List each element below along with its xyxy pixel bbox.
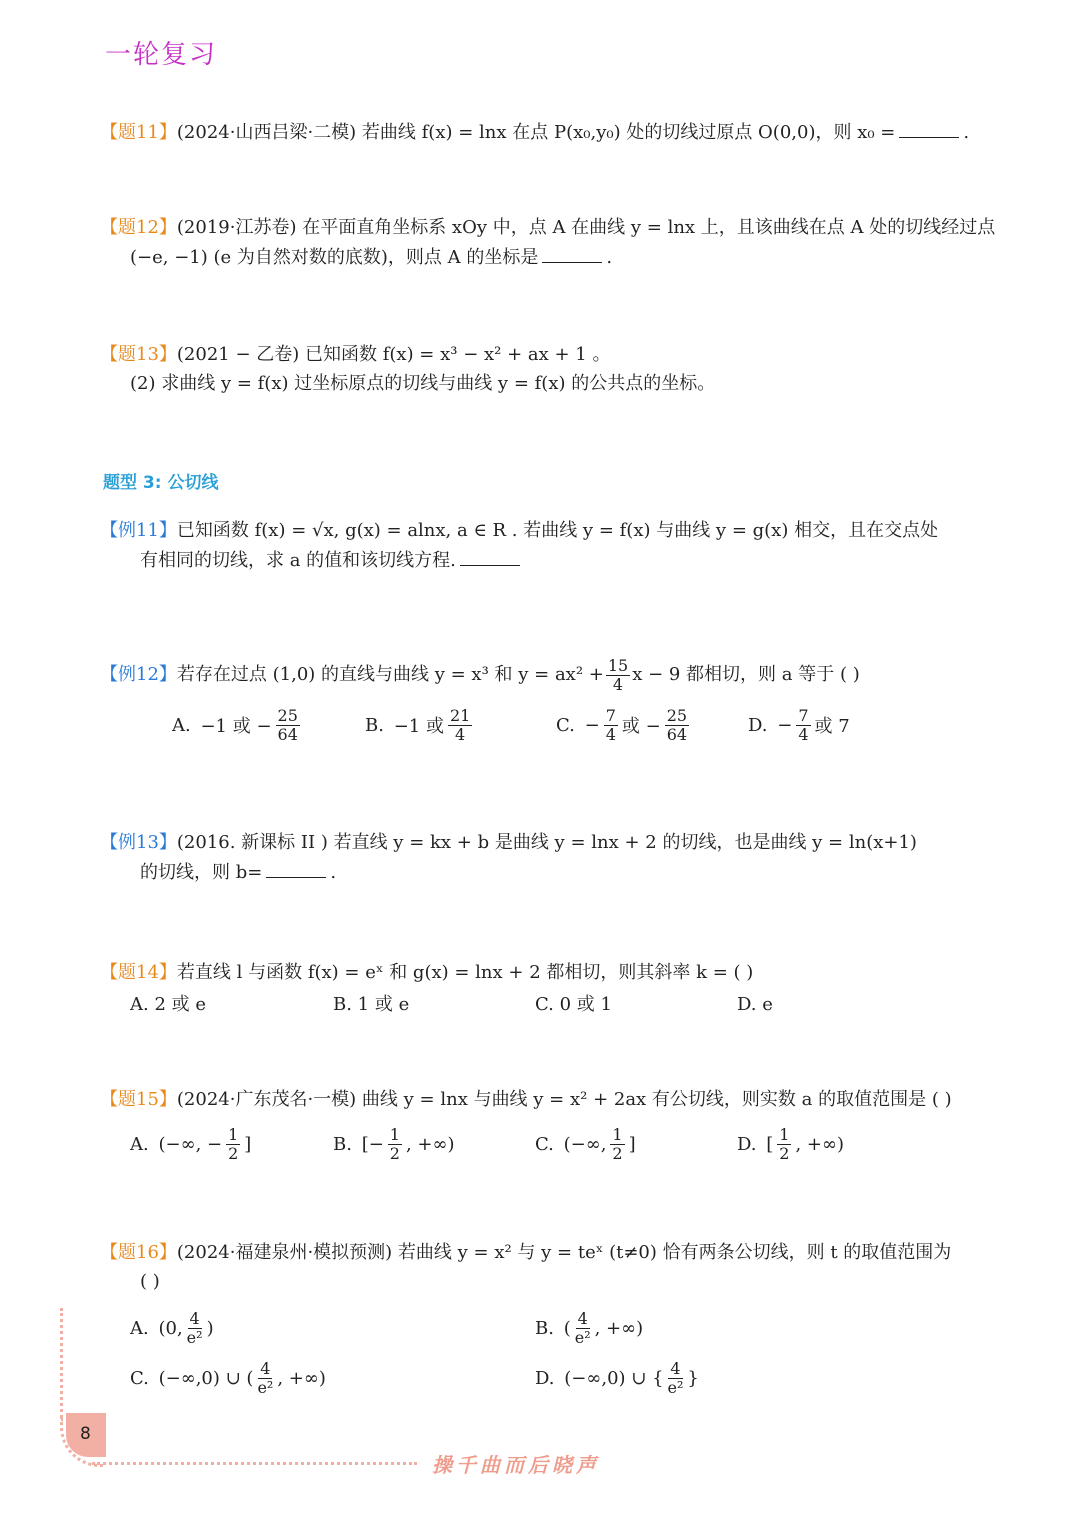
option-c[interactable] bbox=[130, 1358, 326, 1398]
option-text: (−∞,0) ∪ ( bbox=[158, 1367, 254, 1389]
option-text: 或 7 bbox=[814, 716, 850, 737]
option-b[interactable]: B. 1 或 e bbox=[333, 994, 410, 1015]
footer-dotted-line-vertical bbox=[60, 1308, 65, 1418]
fraction-numerator: 1 bbox=[389, 1124, 400, 1144]
fraction-numerator: 7 bbox=[798, 705, 809, 725]
question-tag: 【题15】 bbox=[100, 1089, 177, 1110]
page-number: 8 bbox=[80, 1424, 91, 1444]
section-title: 题型 3: 公切线 bbox=[103, 473, 219, 493]
option-label: A. bbox=[172, 714, 191, 736]
option-text: , +∞) bbox=[594, 1317, 644, 1339]
fraction bbox=[606, 657, 630, 694]
question-11 bbox=[100, 118, 969, 148]
option-text: , +∞) bbox=[405, 1133, 455, 1155]
fraction-denominator: 2 bbox=[612, 1143, 623, 1163]
fraction-numerator: 15 bbox=[607, 655, 629, 675]
fraction bbox=[665, 707, 689, 744]
option-text: [− bbox=[361, 1133, 384, 1155]
example-text: (2016. 新课标 II ) 若直线 y = kx + b 是曲线 y = lnx + 2 的切线，也是曲线 y = ln(x+1) bbox=[176, 832, 917, 853]
fraction bbox=[448, 707, 472, 744]
example-11-line1 bbox=[100, 516, 938, 546]
fraction-numerator: 4 bbox=[189, 1308, 200, 1328]
fraction-denominator: 2 bbox=[389, 1143, 400, 1163]
example-12-line1 bbox=[100, 655, 860, 695]
fraction bbox=[610, 1126, 624, 1163]
question-text: (2021 − 乙卷) 已知函数 f(x) = x³ − x² + ax + 1 。 bbox=[176, 344, 611, 365]
question-14 bbox=[100, 958, 753, 988]
fraction-denominator: 64 bbox=[277, 724, 298, 744]
example-text: 有相同的切线，求 a 的值和该切线方程. bbox=[140, 550, 456, 571]
option-label: B. bbox=[535, 1317, 554, 1339]
example-text: 的切线，则 b= bbox=[140, 862, 263, 883]
option-label: C. bbox=[535, 1133, 554, 1155]
option-label: A. bbox=[130, 1133, 149, 1155]
option-label: D. bbox=[748, 714, 768, 736]
option-b[interactable] bbox=[365, 705, 474, 745]
option-d[interactable]: D. e bbox=[737, 994, 773, 1015]
fraction bbox=[257, 1360, 273, 1397]
fraction-numerator: 1 bbox=[779, 1124, 790, 1144]
example-text: 已知函数 f(x) = √x, g(x) = alnx, a ∈ R . 若曲线 y = f(x) 与曲线 y = g(x) 相交，且在交点处 bbox=[176, 520, 939, 541]
question-tag: 【题16】 bbox=[100, 1242, 177, 1263]
answer-blank[interactable] bbox=[266, 861, 326, 878]
example-11-line2 bbox=[140, 546, 524, 576]
option-a[interactable]: A. 2 或 e bbox=[130, 994, 206, 1015]
fraction-numerator: 25 bbox=[277, 705, 298, 725]
fraction bbox=[668, 1360, 684, 1397]
question-tag: 【题14】 bbox=[100, 962, 177, 983]
option-text: −1 或 − bbox=[200, 716, 272, 737]
answer-blank[interactable] bbox=[899, 121, 959, 138]
fraction-denominator: 4 bbox=[605, 724, 616, 744]
answer-blank[interactable] bbox=[460, 549, 520, 566]
option-label: B. bbox=[333, 1133, 352, 1155]
option-label: D. bbox=[737, 1133, 757, 1155]
example-13-line1 bbox=[100, 828, 917, 858]
fraction-numerator: 1 bbox=[612, 1124, 623, 1144]
option-a[interactable] bbox=[130, 1124, 251, 1164]
option-label: A. bbox=[130, 1317, 149, 1339]
punct: . bbox=[606, 247, 613, 268]
fraction bbox=[604, 707, 618, 744]
fraction bbox=[226, 1126, 240, 1163]
question-text: (2019·江苏卷) 在平面直角坐标系 xOy 中，点 A 在曲线 y = lnx 上，且该曲线在点 A 处的切线经过点 bbox=[176, 217, 996, 238]
question-13-line1 bbox=[100, 340, 610, 370]
option-a[interactable] bbox=[172, 705, 302, 745]
question-tag: 【题12】 bbox=[100, 217, 177, 238]
option-text: ( bbox=[563, 1317, 571, 1339]
option-text: −1 或 bbox=[393, 716, 444, 737]
punct: . bbox=[963, 122, 970, 143]
question-text: (−e, −1) (e 为自然对数的底数)，则点 A 的坐标是 bbox=[130, 247, 539, 268]
fraction bbox=[388, 1126, 402, 1163]
question-16-line1 bbox=[100, 1238, 951, 1268]
question-16-line2[interactable]: ( ) bbox=[140, 1271, 160, 1292]
question-15 bbox=[100, 1085, 952, 1115]
option-b[interactable] bbox=[333, 1124, 455, 1164]
footer-slogan: 操千曲而后晓声 bbox=[432, 1453, 600, 1477]
option-a[interactable] bbox=[130, 1308, 214, 1348]
fraction-denominator: 2 bbox=[228, 1143, 239, 1163]
fraction bbox=[575, 1310, 591, 1347]
option-d[interactable] bbox=[748, 705, 850, 745]
question-text: (2024·山西吕梁·二模) 若曲线 f(x) = lnx 在点 P(x₀,y₀) 处的切线过原点 O(0,0)，则 x₀ = bbox=[176, 122, 896, 143]
option-d[interactable] bbox=[737, 1124, 844, 1164]
fraction bbox=[187, 1310, 203, 1347]
option-c[interactable] bbox=[535, 1124, 636, 1164]
fraction-denominator: 4 bbox=[455, 724, 466, 744]
footer-dotted-line-horizontal bbox=[92, 1462, 417, 1467]
question-12-line1 bbox=[100, 213, 995, 243]
option-text: − bbox=[584, 714, 600, 736]
option-text: (−∞, bbox=[563, 1133, 607, 1155]
example-text: 若存在过点 (1,0) 的直线与曲线 y = x³ 和 y = ax² + bbox=[176, 664, 604, 685]
fraction-numerator: 4 bbox=[577, 1308, 588, 1328]
option-text: [ bbox=[766, 1133, 774, 1155]
question-text: 若直线 l 与函数 f(x) = eˣ 和 g(x) = lnx + 2 都相切，则其斜率 k = ( ) bbox=[176, 962, 754, 983]
example-tag: 【例11】 bbox=[100, 520, 177, 541]
option-d[interactable] bbox=[535, 1358, 699, 1398]
option-b[interactable] bbox=[535, 1308, 643, 1348]
fraction-denominator: 4 bbox=[798, 724, 809, 744]
example-tag: 【例13】 bbox=[100, 832, 177, 853]
option-text: − bbox=[777, 714, 793, 736]
punct: . bbox=[330, 862, 337, 883]
option-text: 或 − bbox=[621, 716, 661, 737]
page-header-title: 一轮复习 bbox=[105, 40, 218, 70]
question-text: (2024·广东茂名·一模) 曲线 y = lnx 与曲线 y = x² + 2ax 有公切线，则实数 a 的取值范围是 ( ) bbox=[176, 1089, 952, 1110]
question-text: (2024·福建泉州·模拟预测) 若曲线 y = x² 与 y = teˣ (t≠0) 恰有两条公切线，则 t 的取值范围为 bbox=[176, 1242, 952, 1263]
fraction-numerator: 7 bbox=[605, 705, 616, 725]
option-c[interactable] bbox=[556, 705, 691, 745]
question-13-line2 bbox=[130, 369, 715, 399]
option-text: ] bbox=[628, 1133, 636, 1155]
fraction bbox=[276, 707, 300, 744]
option-text: (0, bbox=[158, 1317, 183, 1339]
option-c[interactable]: C. 0 或 1 bbox=[535, 994, 612, 1015]
fraction-denominator: 2 bbox=[779, 1143, 790, 1163]
question-tag: 【题11】 bbox=[100, 122, 177, 143]
example-text: x − 9 都相切，则 a 等于 ( ) bbox=[632, 664, 860, 685]
fraction-denominator: e² bbox=[667, 1377, 684, 1397]
fraction-denominator: e² bbox=[574, 1327, 591, 1347]
question-text: (2) 求曲线 y = f(x) 过坐标原点的切线与曲线 y = f(x) 的公共点的坐标。 bbox=[130, 373, 716, 394]
option-label: D. bbox=[535, 1367, 555, 1389]
option-label: C. bbox=[130, 1367, 149, 1389]
example-13-line2 bbox=[140, 858, 336, 888]
fraction-numerator: 4 bbox=[670, 1358, 681, 1378]
fraction-denominator: e² bbox=[186, 1327, 203, 1347]
option-text: , +∞) bbox=[795, 1133, 845, 1155]
fraction-numerator: 4 bbox=[260, 1358, 271, 1378]
option-label: B. bbox=[365, 714, 384, 736]
fraction bbox=[777, 1126, 791, 1163]
option-text: ] bbox=[244, 1133, 252, 1155]
fraction-numerator: 21 bbox=[449, 705, 471, 725]
option-text: (−∞,0) ∪ { bbox=[564, 1367, 664, 1389]
option-label: C. bbox=[556, 714, 575, 736]
fraction-denominator: 64 bbox=[666, 724, 688, 744]
option-text: (−∞, − bbox=[158, 1133, 223, 1155]
option-text: ) bbox=[206, 1317, 214, 1339]
question-tag: 【题13】 bbox=[100, 344, 177, 365]
answer-blank[interactable] bbox=[542, 246, 602, 263]
option-text: , +∞) bbox=[277, 1367, 326, 1389]
fraction-numerator: 25 bbox=[666, 705, 688, 725]
fraction-denominator: e² bbox=[257, 1377, 274, 1397]
fraction-numerator: 1 bbox=[228, 1124, 239, 1144]
question-12-line2 bbox=[130, 243, 612, 273]
example-tag: 【例12】 bbox=[100, 664, 177, 685]
fraction-denominator: 4 bbox=[612, 674, 624, 694]
fraction bbox=[796, 707, 810, 744]
option-text: } bbox=[687, 1367, 699, 1389]
